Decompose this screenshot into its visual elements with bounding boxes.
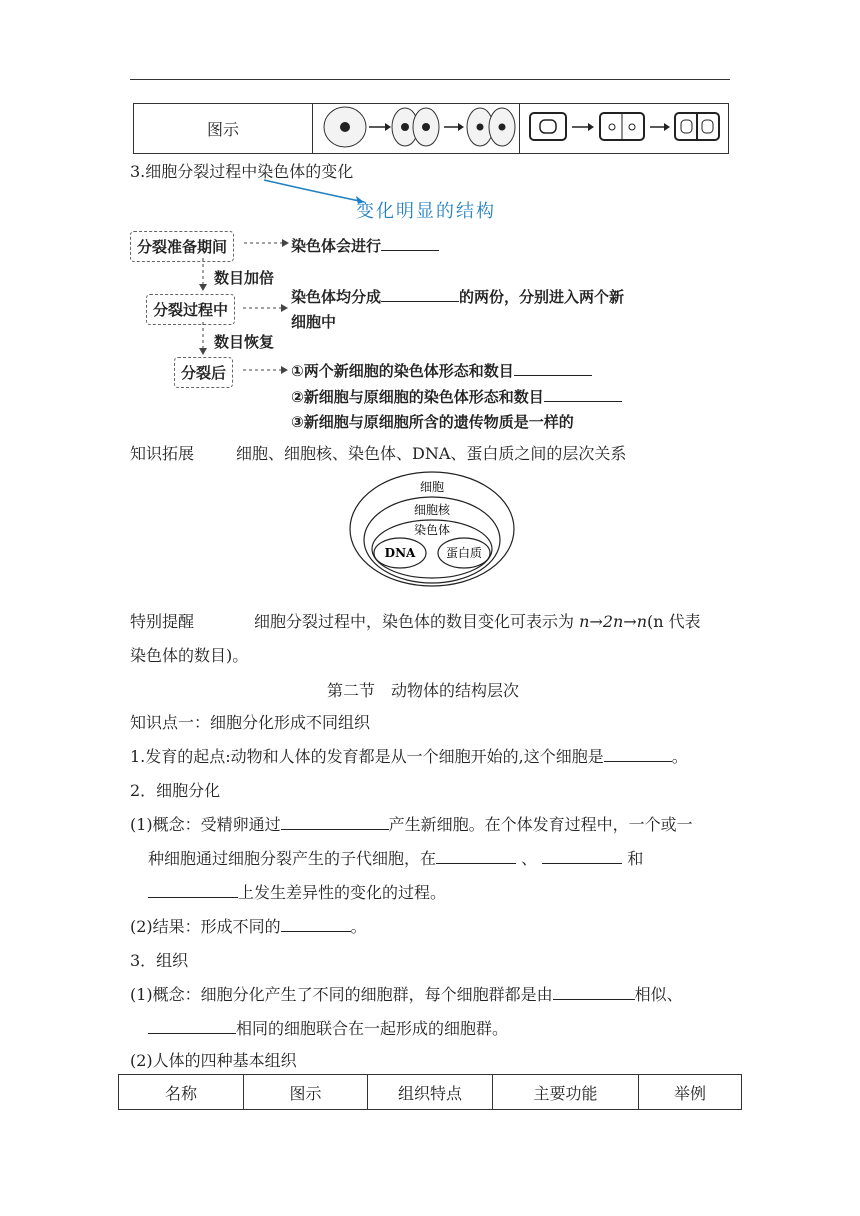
handwritten-annotation: 变化明显的结构 (356, 201, 496, 222)
reminder-text-2: 染色体的数目)。 (130, 646, 249, 665)
flow-item-1: ①两个新细胞的染色体形态和数目 (291, 360, 592, 381)
answer-blank[interactable] (544, 387, 622, 402)
flow-text-division: 染色体均分成 的两份，分别进入两个新 (291, 288, 625, 306)
paragraph-7: (2)人体的四种基本组织 (130, 1051, 297, 1070)
flow-text-preparation: 染色体会进行 (291, 235, 439, 256)
extension-text: 细胞、细胞核、染色体、DNA、蛋白质之间的层次关系 (236, 444, 627, 463)
dashed-arrow-down-2 (196, 322, 210, 356)
dashed-arrow-3 (243, 363, 289, 377)
dashed-arrow-down-1 (196, 258, 210, 292)
paragraph-3-line-2: 种细胞通过细胞分裂产生的子代细胞，在 、 和 (148, 849, 644, 868)
answer-blank[interactable] (514, 361, 592, 376)
answer-blank[interactable] (542, 849, 622, 864)
flow-box-after: 分裂后 (174, 357, 233, 388)
label-protein: 蛋白质 (445, 546, 483, 560)
dashed-arrow-2 (243, 301, 289, 315)
knowledge-point-1: 知识点一：细胞分化形成不同组织 (130, 713, 371, 732)
flow-item-2: ②新细胞与原细胞的染色体形态和数目 (291, 386, 622, 407)
paragraph-6-line-2: 相同的细胞联合在一起形成的细胞群。 (148, 1016, 508, 1039)
label-chromosome: 染色体 (413, 523, 451, 537)
paragraph-2: 2．细胞分化 (130, 781, 221, 800)
flow-label-double: 数目加倍 (214, 269, 275, 287)
section-3-title: 3.细胞分裂过程中染色体的变化 (130, 162, 354, 181)
answer-blank[interactable] (436, 849, 516, 864)
dashed-arrow-1 (244, 236, 290, 250)
animal-cell-division-figure (313, 104, 520, 154)
paragraph-5: 3．组织 (130, 951, 189, 970)
paragraph-3: (1)概念：受精卵通过 产生新细胞。在个体发育过程中，一个或一 (130, 815, 693, 834)
flow-box-division: 分裂过程中 (146, 294, 235, 325)
paragraph-3-line-3: 上发生差异性的变化的过程。 (148, 880, 446, 903)
flow-item-3: ③新细胞与原细胞所含的遗传物质是一样的 (291, 413, 574, 431)
flow-box-preparation: 分裂准备期间 (130, 231, 234, 262)
answer-blank[interactable] (553, 985, 635, 1000)
answer-blank[interactable] (604, 747, 672, 762)
extension-label: 知识拓展 (130, 444, 195, 463)
label-nucleus: 细胞核 (413, 503, 451, 517)
table-header-name: 名称 (119, 1075, 244, 1110)
flow-label-restore: 数目恢复 (214, 333, 275, 351)
table1-label: 图示 (134, 104, 313, 154)
answer-blank[interactable] (148, 883, 238, 898)
answer-blank[interactable] (381, 287, 459, 302)
flow-text-division-2: 细胞中 (291, 313, 337, 331)
answer-blank[interactable] (148, 1019, 236, 1034)
division-figure-table (133, 103, 729, 154)
section-title: 第二节 动物体的结构层次 (327, 681, 520, 700)
tissue-table (118, 1074, 742, 1110)
table-header-function: 主要功能 (493, 1075, 639, 1110)
reminder-text: 细胞分裂过程中，染色体的数目变化可表示为 n→2n→n(n 代表 (254, 612, 701, 631)
plant-cell-division-figure (520, 104, 729, 154)
table-header-figure: 图示 (244, 1075, 368, 1110)
paragraph-4: (2)结果：形成不同的 。 (130, 917, 367, 936)
answer-blank[interactable] (281, 815, 389, 830)
reminder-label: 特别提醒 (130, 612, 195, 631)
paragraph-6: (1)概念：细胞分化产生了不同的细胞群，每个细胞群都是由 相似、 (130, 985, 683, 1004)
label-cell: 细胞 (419, 480, 445, 494)
answer-blank[interactable] (381, 236, 439, 251)
table-header-features: 组织特点 (368, 1075, 493, 1110)
table-header-example: 举例 (639, 1075, 742, 1110)
hierarchy-diagram (348, 470, 516, 588)
label-dna: DNA (384, 546, 416, 560)
header-rule (130, 79, 730, 80)
answer-blank[interactable] (281, 917, 351, 932)
paragraph-1: 1.发育的起点:动物和人体的发育都是从一个细胞开始的,这个细胞是 。 (130, 747, 688, 766)
